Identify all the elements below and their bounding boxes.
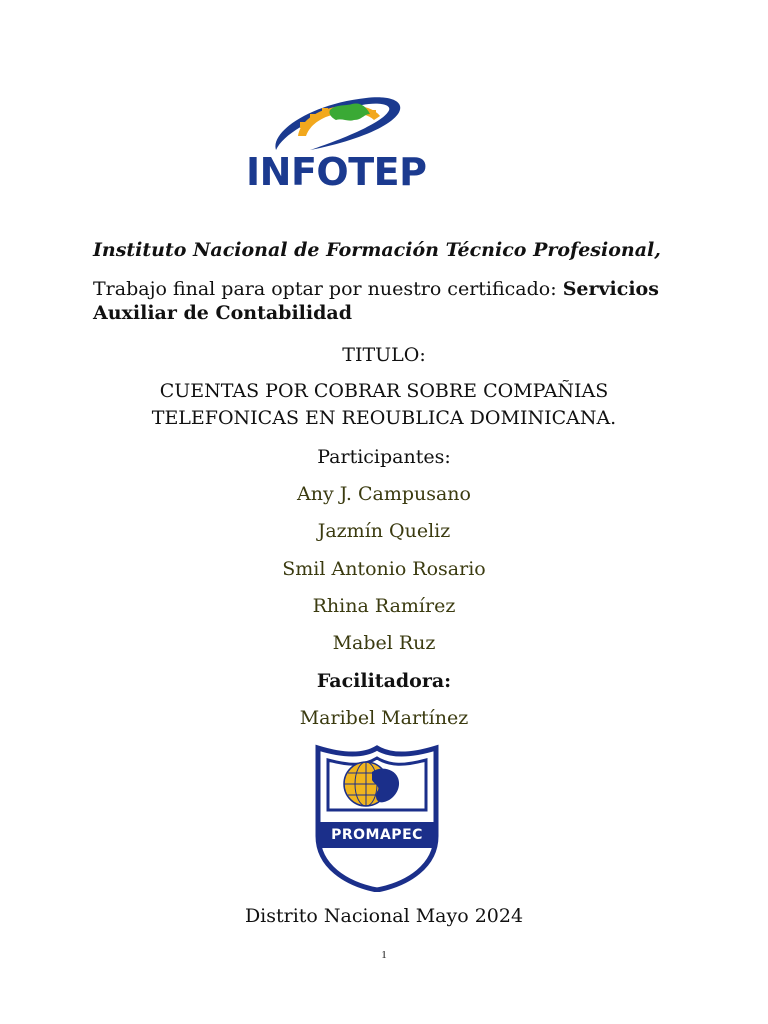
page-number: 1: [381, 949, 387, 961]
certificate-statement: [93, 277, 693, 325]
title-line-1: CUENTAS POR COBRAR SOBRE COMPAÑIAS: [159, 380, 609, 402]
infotep-wordmark: INFOTEP: [246, 150, 427, 194]
location-date: Distrito Nacional Mayo 2024: [244, 905, 524, 927]
infotep-logo: [244, 92, 428, 202]
participant-name: Any J. Campusano: [297, 483, 471, 505]
participant-name: Rhina Ramírez: [312, 595, 456, 617]
titulo-label: TITULO:: [342, 344, 426, 366]
promapec-shield-icon: [314, 744, 440, 892]
participant-name: Mabel Ruz: [332, 632, 436, 654]
promapec-logo: [314, 744, 440, 892]
participant-name: Jazmín Queliz: [317, 520, 451, 542]
title-line-2: TELEFONICAS EN REOUBLICA DOMINICANA.: [151, 407, 617, 429]
promapec-wordmark: PROMAPEC: [331, 827, 423, 843]
certificate-name: Servicios Auxiliar de Contabilidad: [93, 278, 659, 324]
infotep-gear-swoosh-icon: [270, 92, 406, 156]
participant-name: Smil Antonio Rosario: [282, 558, 486, 580]
facilitator-name: Maribel Martínez: [299, 707, 469, 729]
institute-name: Instituto Nacional de Formación Técnico Profesional,: [93, 239, 661, 261]
certificate-prefix: Trabajo final para optar por nuestro certificado:: [93, 278, 563, 300]
facilitator-label: Facilitadora:: [316, 670, 452, 692]
participants-label: Participantes:: [317, 446, 451, 468]
